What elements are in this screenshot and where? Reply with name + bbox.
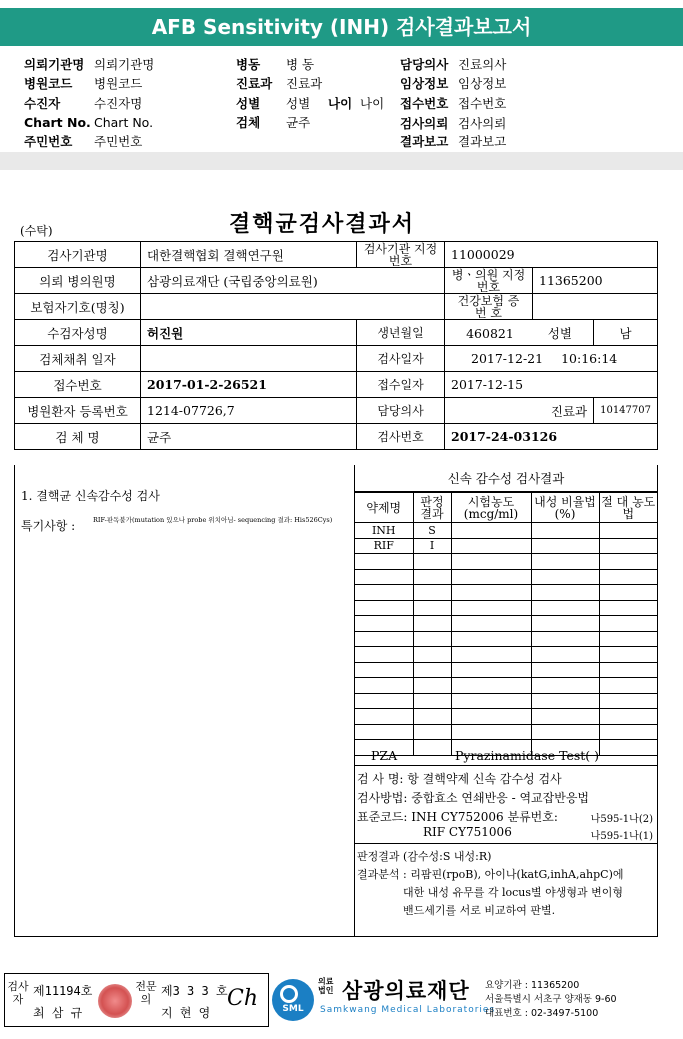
result-cell — [531, 647, 599, 663]
cell-value: 2017-24-03126 — [445, 424, 658, 450]
result-cell — [599, 693, 657, 709]
result-cell — [355, 616, 413, 632]
meta-key: 접수번호 — [400, 96, 449, 111]
result-cell — [599, 585, 657, 601]
result-row — [355, 724, 657, 740]
method-code: 나595-1나(1) — [590, 831, 653, 842]
result-row — [355, 709, 657, 725]
meta-value: 진료의사 — [458, 57, 507, 72]
result-cell — [451, 709, 531, 725]
result-cell — [413, 554, 451, 570]
meta-value: Chart No. — [94, 115, 154, 130]
cell-value: 1214-07726,7 — [141, 398, 357, 424]
result-cell — [413, 709, 451, 725]
cell-value — [141, 346, 357, 372]
sml-logo-icon: SML — [272, 979, 314, 1021]
age-key: 나이 — [328, 96, 353, 111]
specialist-label: 전문의 — [135, 980, 157, 1006]
result-cell: RIF — [355, 538, 413, 554]
patient-table — [14, 241, 658, 450]
cell-value — [445, 346, 658, 372]
result-cell — [599, 569, 657, 585]
doc-label: (수탁) — [20, 224, 53, 238]
result-row — [355, 538, 657, 554]
cell-value: 2017-12-15 — [445, 372, 658, 398]
result-cell — [531, 569, 599, 585]
result-cell — [451, 569, 531, 585]
pza-test: Pyrazinamidase Test( ) — [455, 748, 600, 763]
result-cell — [355, 554, 413, 570]
result-cell — [531, 709, 599, 725]
divider-band — [0, 152, 683, 170]
result-cell — [451, 631, 531, 647]
report-title: AFB Sensitivity (INH) 검사결과보고서 — [0, 8, 683, 46]
meta-key: 병동 — [236, 57, 261, 72]
result-row — [355, 585, 657, 601]
result-cell — [355, 569, 413, 585]
dept-label: 진료과 — [550, 403, 588, 419]
result-cell — [599, 600, 657, 616]
result-cell — [451, 600, 531, 616]
tester-license: 제11194호 — [33, 984, 93, 998]
result-cell — [531, 693, 599, 709]
result-cell — [599, 724, 657, 740]
result-row — [355, 678, 657, 694]
result-cell — [531, 585, 599, 601]
footer — [0, 969, 683, 1039]
seal-icon — [98, 984, 132, 1018]
cell-label: 검사기관명 — [15, 242, 141, 268]
meta-value: 의뢰기관명 — [94, 57, 155, 72]
result-cell — [531, 616, 599, 632]
test-date: 2017-12-21 — [471, 351, 544, 366]
result-cell — [355, 662, 413, 678]
result-header-row — [355, 493, 657, 523]
result-cell — [531, 523, 599, 539]
cell-label: 병원환자 등록번호 — [15, 398, 141, 424]
meta-value: 병원코드 — [94, 76, 143, 91]
result-row — [355, 554, 657, 570]
result-cell — [451, 616, 531, 632]
result-cell — [599, 616, 657, 632]
brand-english: Samkwang Medical Laboratories — [320, 1005, 496, 1015]
col-header: 내성 비율법(%) — [531, 493, 599, 523]
result-row — [355, 523, 657, 539]
birth-value: 460821 — [466, 325, 514, 341]
meta-key: 결과보고 — [400, 134, 449, 149]
cell-value: 균주 — [141, 424, 357, 450]
test-heading: 1. 결핵균 신속감수성 검사 — [21, 489, 160, 503]
cell-value — [141, 294, 445, 320]
result-cell — [355, 647, 413, 663]
age-value: 나이 — [360, 96, 385, 111]
result-cell — [451, 662, 531, 678]
cell-label: 검체채취 일자 — [15, 346, 141, 372]
meta-key: 성별 — [236, 96, 261, 111]
meta-key: 검체 — [236, 115, 261, 130]
result-cell — [599, 538, 657, 554]
cell-label: 생년월일 — [357, 320, 445, 346]
result-cell — [451, 678, 531, 694]
result-cell — [451, 585, 531, 601]
meta-key: 병원코드 — [24, 76, 73, 91]
cell-label: 검사번호 — [357, 424, 445, 450]
test-time: 10:16:14 — [561, 351, 618, 366]
meta-value: 성별 — [286, 96, 311, 111]
method-section — [355, 766, 657, 844]
cell-label: 병ㆍ의원 지정번호 — [445, 268, 533, 294]
result-cell — [355, 709, 413, 725]
result-cell — [355, 600, 413, 616]
method-line: 표준코드: INH CY752006 분류번호: — [357, 810, 558, 824]
result-cell — [531, 554, 599, 570]
result-cell — [531, 538, 599, 554]
result-row — [355, 693, 657, 709]
result-cell — [451, 538, 531, 554]
meta-key: Chart No. — [24, 115, 91, 130]
analysis-line: 밴드세기를 서로 비교하여 판별. — [403, 904, 556, 917]
analysis-line: 대한 내성 유무를 각 locus별 야생형과 변이형 — [403, 886, 624, 899]
result-cell: S — [413, 523, 451, 539]
meta-value: 수진자명 — [94, 96, 143, 111]
result-cell — [413, 647, 451, 663]
left-panel — [15, 465, 355, 936]
cell-value: 허진원 — [141, 320, 357, 346]
cell-label: 수검자성명 — [15, 320, 141, 346]
result-table — [355, 492, 657, 756]
result-cell — [413, 678, 451, 694]
cell-value: 대한결핵협회 결핵연구원 — [141, 242, 357, 268]
meta-value: 병 동 — [286, 57, 315, 72]
result-cell — [451, 724, 531, 740]
meta-key: 담당의사 — [400, 57, 449, 72]
result-row — [355, 662, 657, 678]
meta-key: 검사의뢰 — [400, 116, 449, 131]
method-code: 나595-1나(2) — [590, 814, 653, 825]
scanned-document — [14, 175, 669, 940]
meta-value: 진료과 — [286, 76, 323, 91]
address — [485, 979, 617, 1021]
col-header: 판정 결과 — [413, 493, 451, 523]
analysis-line: 결과분석 : 리팜핀(rpoB), 아이나(katG,inhA,ahpC)에 — [357, 868, 624, 881]
brand-name: 삼광의료재단 — [342, 979, 470, 1003]
result-row — [355, 647, 657, 663]
cell-label: 검사기관 지정번호 — [357, 242, 445, 268]
result-cell — [531, 662, 599, 678]
result-cell — [413, 724, 451, 740]
meta-key: 진료과 — [236, 76, 273, 91]
pza-row — [355, 746, 657, 766]
meta-key: 임상정보 — [400, 76, 449, 91]
cell-label: 접수일자 — [357, 372, 445, 398]
cell-value: 삼광의료재단 (국립중앙의료원) — [141, 268, 445, 294]
result-cell — [413, 569, 451, 585]
cell-label: 검사일자 — [357, 346, 445, 372]
brand-prefix: 의료 법인 — [318, 977, 334, 995]
cell-value — [445, 398, 594, 424]
signature-mark: Ch — [227, 986, 259, 1011]
result-row — [355, 631, 657, 647]
result-cell — [413, 631, 451, 647]
pza-label: PZA — [371, 748, 398, 763]
cell-value — [533, 294, 658, 320]
result-cell — [451, 523, 531, 539]
cell-label: 의뢰 병의원명 — [15, 268, 141, 294]
result-cell — [599, 554, 657, 570]
result-cell — [531, 600, 599, 616]
method-line: 검 사 명: 항 결핵약제 신속 감수성 검사 — [357, 772, 562, 786]
result-body — [14, 465, 658, 937]
result-heading: 신속 감수성 검사결과 — [355, 465, 657, 492]
remarks-note: RIF-판독불가(mutation 있으나 probe 위치아님- sequencing 결과: His526Cys) — [93, 516, 333, 524]
meta-value: 검사의뢰 — [458, 116, 507, 131]
sex-label: 성별 — [547, 325, 572, 341]
result-cell — [599, 647, 657, 663]
tester-name: 최 삼 규 — [33, 1006, 83, 1020]
specialist-name: 지 현 영 — [161, 1006, 211, 1020]
cell-value: 11365200 — [533, 268, 658, 294]
result-row — [355, 569, 657, 585]
result-cell: INH — [355, 523, 413, 539]
result-cell — [413, 600, 451, 616]
result-cell — [355, 693, 413, 709]
result-cell — [413, 693, 451, 709]
result-cell — [413, 662, 451, 678]
cell-value: 11000029 — [445, 242, 658, 268]
result-cell — [413, 616, 451, 632]
address-line: 요양기관 : 11365200 — [485, 980, 580, 991]
result-cell — [355, 678, 413, 694]
specialist-license: 제3 3 3 호 — [161, 984, 228, 998]
meta-value: 균주 — [286, 115, 311, 130]
method-line: 검사방법: 중합효소 연쇄반응 - 역교잡반응법 — [357, 791, 590, 805]
cell-value: 남 — [594, 320, 658, 346]
result-cell — [451, 647, 531, 663]
result-cell — [599, 709, 657, 725]
analysis-line: 판정결과 (감수성:S 내성:R) — [357, 850, 492, 863]
cell-label: 접수번호 — [15, 372, 141, 398]
cell-label: 건강보험 증 번 호 — [445, 294, 533, 320]
meta-value: 임상정보 — [458, 76, 507, 91]
col-header: 절 대 농도법 — [599, 493, 657, 523]
right-panel — [355, 465, 657, 936]
col-header: 약제명 — [355, 493, 413, 523]
result-cell — [531, 724, 599, 740]
result-row — [355, 600, 657, 616]
meta-key: 수진자 — [24, 96, 61, 111]
address-line: 대표번호 : 02-3497-5100 — [485, 1008, 599, 1019]
signature-box — [4, 973, 269, 1027]
method-line: RIF CY751006 — [423, 825, 512, 839]
meta-key: 주민번호 — [24, 134, 73, 149]
result-cell — [451, 554, 531, 570]
result-cell — [599, 662, 657, 678]
meta-key: 의뢰기관명 — [24, 57, 85, 72]
doc-title: 결핵균검사결과서 — [229, 211, 416, 237]
cell-label: 담당의사 — [357, 398, 445, 424]
meta-value: 접수번호 — [458, 96, 507, 111]
meta-value: 주민번호 — [94, 134, 143, 149]
cell-label: 보험자기호(명칭) — [15, 294, 141, 320]
result-cell — [531, 678, 599, 694]
result-row — [355, 616, 657, 632]
result-cell — [413, 585, 451, 601]
result-cell — [355, 585, 413, 601]
result-cell — [599, 523, 657, 539]
tester-label: 검사자 — [7, 980, 29, 1006]
result-cell: I — [413, 538, 451, 554]
cell-label: 검 체 명 — [15, 424, 141, 450]
cell-value — [445, 320, 594, 346]
result-cell — [355, 724, 413, 740]
result-cell — [355, 631, 413, 647]
cell-value: 10147707 — [594, 398, 658, 424]
meta-value: 결과보고 — [458, 134, 507, 149]
cell-value: 2017-01-2-26521 — [141, 372, 357, 398]
remarks-label: 특기사항 : — [21, 519, 76, 533]
address-line: 서울특별시 서초구 양재동 9-60 — [485, 994, 617, 1005]
result-cell — [599, 678, 657, 694]
result-cell — [531, 631, 599, 647]
result-cell — [451, 693, 531, 709]
col-header: 시험농도 (mcg/ml) — [451, 493, 531, 523]
result-cell — [599, 631, 657, 647]
